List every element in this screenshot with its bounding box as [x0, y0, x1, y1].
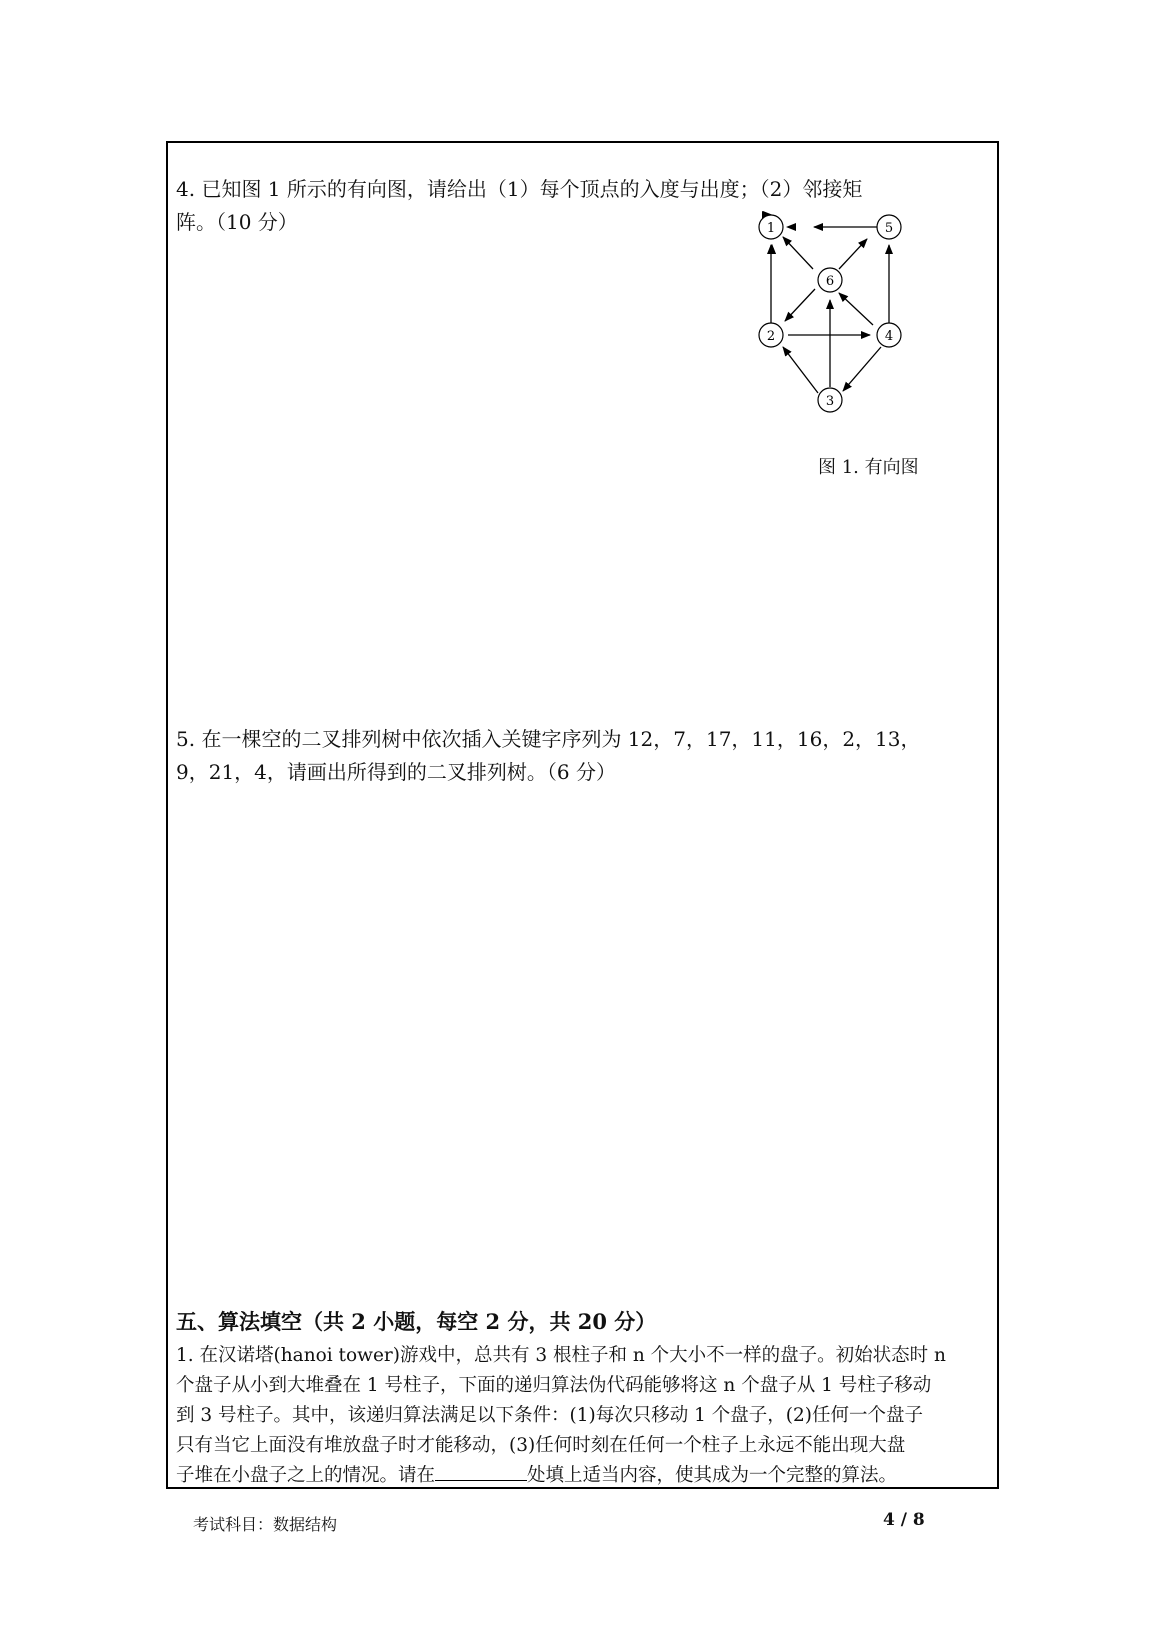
svg-text:5: 5: [884, 221, 894, 236]
directed-graph-figure: [766, 215, 970, 435]
svg-text:2: 2: [766, 329, 776, 344]
hanoi-line5-a: 子堆在小盘子之上的情况。请在: [176, 1465, 436, 1486]
hanoi-question: [176, 1341, 996, 1491]
hanoi-line4: 只有当它上面没有堆放盘子时才能移动，(3)任何时刻在任何一个柱子上永远不能出现大盘: [176, 1435, 906, 1456]
page-number: 4 / 8: [883, 1510, 925, 1530]
question-4-line1: 4. 已知图 1 所示的有向图，请给出（1）每个顶点的入度与出度；（2）邻接矩: [176, 177, 863, 201]
question-4-line2: 阵。（10 分）: [176, 210, 298, 234]
question-5-line2: 9，21，4，请画出所得到的二叉排列树。（6 分）: [176, 760, 616, 784]
svg-text:3: 3: [825, 394, 835, 409]
figure-caption: 图 1. 有向图: [818, 457, 919, 478]
hanoi-line1: 1. 在汉诺塔(hanoi tower)游戏中，总共有 3 根柱子和 n 个大小不一样的盘子。初始状态时 n: [176, 1345, 946, 1366]
hanoi-line3: 到 3 号柱子。其中，该递归算法满足以下条件：(1)每次只移动 1 个盘子，(2)任何一个盘子: [176, 1405, 923, 1426]
question-5: [176, 723, 996, 789]
fill-blank: [435, 1462, 527, 1481]
question-5-line1: 5. 在一棵空的二叉排列树中依次插入关键字序列为 12，7，17，11，16，2，13，: [176, 727, 921, 751]
svg-text:4: 4: [884, 329, 894, 344]
svg-text:1: 1: [766, 221, 776, 236]
footer-subject: 考试科目：数据结构: [193, 1515, 338, 1534]
hanoi-line5-b: 处填上适当内容，使其成为一个完整的算法。: [527, 1465, 898, 1486]
hanoi-line5: [176, 1461, 996, 1491]
section-title: 五、算法填空（共 2 小题，每空 2 分，共 20 分）: [176, 1309, 657, 1334]
svg-text:6: 6: [825, 274, 835, 289]
hanoi-line2: 个盘子从小到大堆叠在 1 号柱子，下面的递归算法伪代码能够将这 n 个盘子从 1 号柱子移动: [176, 1375, 932, 1396]
